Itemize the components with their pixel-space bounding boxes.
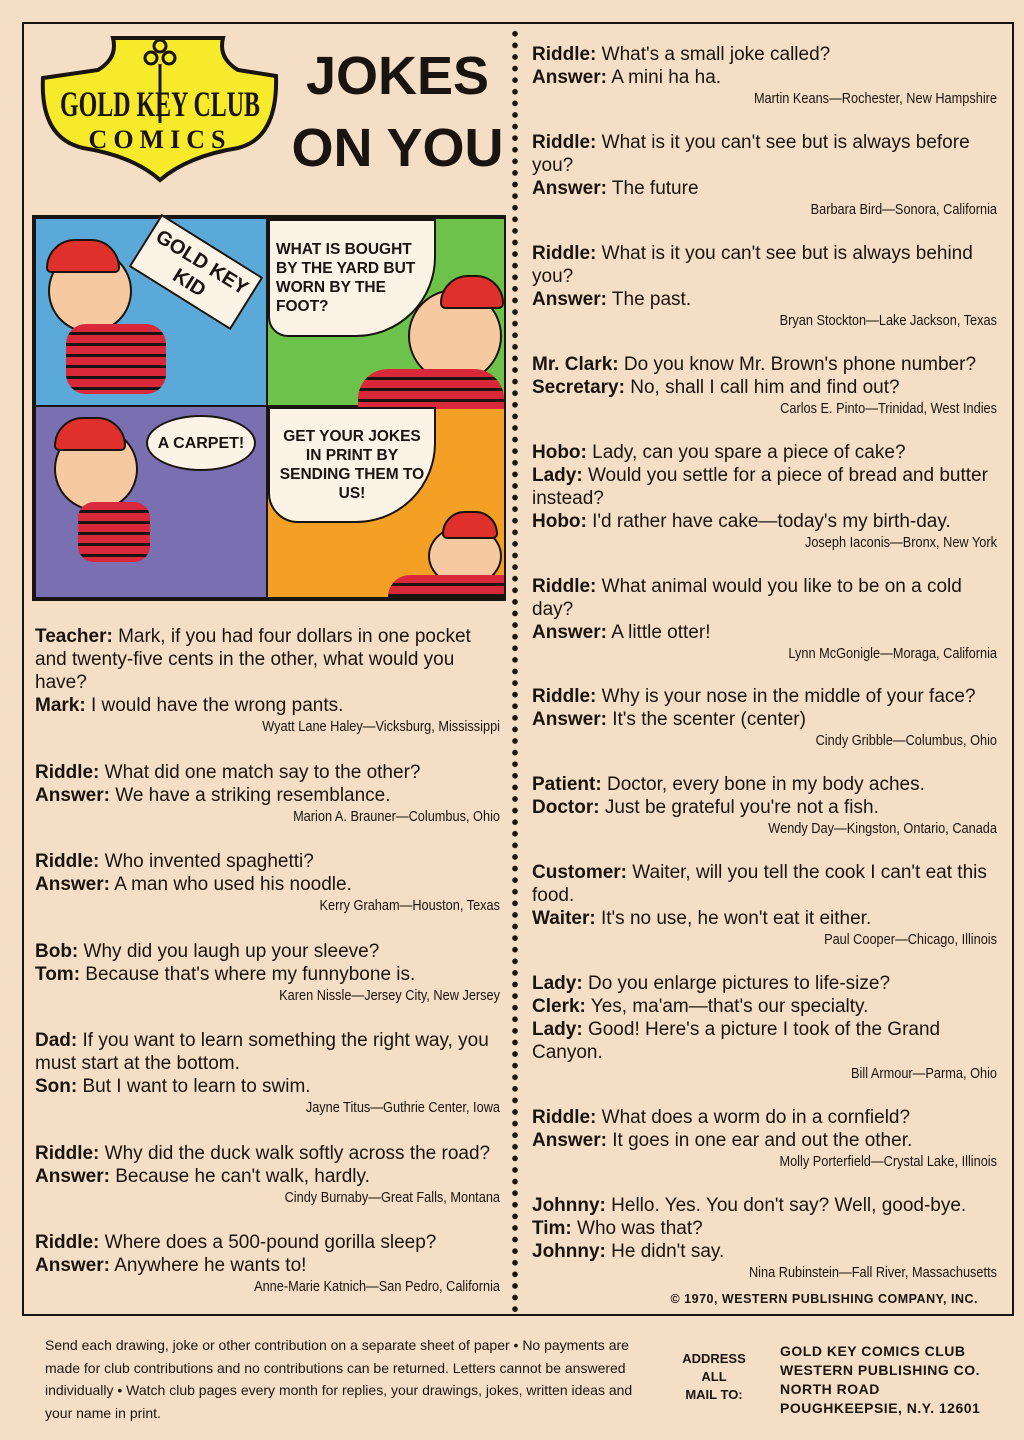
speaker: Riddle: (532, 131, 597, 153)
speaker: Mr. Clark: (532, 353, 619, 375)
joke-text: What is it you can't see but is always before you? (532, 131, 970, 176)
joke-credit: Martin Keans—Rochester, New Hampshire (753, 90, 997, 107)
joke (532, 972, 997, 1084)
joke-line (532, 773, 997, 796)
speaker: Riddle: (532, 686, 597, 708)
joke-credit: Molly Porterfield—Crystal Lake, Illinois (779, 1153, 997, 1171)
joke (532, 861, 997, 950)
joke-text: It's no use, he won't eat it either. (595, 908, 872, 930)
joke-line (532, 441, 997, 464)
joke (532, 1106, 997, 1172)
joke (35, 1231, 500, 1297)
speaker: Hobo: (532, 441, 587, 463)
speaker: Riddle: (532, 44, 597, 65)
joke-text: What is it you can't see but is always behind you? (532, 242, 973, 287)
speaker: Answer: (532, 288, 607, 310)
joke-credit: Nina Rubinstein—Fall River, Massachusetts (748, 1263, 997, 1281)
joke-credit: Carlos E. Pinto—Trinidad, West Indies (780, 399, 997, 417)
joke-credit: Lynn McGonigle—Moraga, California (788, 644, 997, 662)
speaker: Answer: (35, 1255, 110, 1276)
joke-text: A mini ha ha. (606, 67, 722, 88)
joke-credit: Joseph Iaconis—Bronx, New York (804, 533, 997, 551)
joke (35, 625, 500, 737)
joke-text: It goes in one ear and out the other. (606, 1130, 913, 1152)
joke-line (532, 907, 997, 930)
joke (532, 1194, 997, 1283)
speaker: Customer: (532, 862, 628, 884)
panel-2 (268, 219, 504, 405)
joke-credit: Karen Nissle—Jersey City, New Jersey (279, 986, 500, 1004)
joke-text: If you want to learn something the right way, you must start at the bottom. (35, 1030, 489, 1074)
joke-text: What does a worm do in a cornfield? (596, 1107, 911, 1129)
joke-text: Where does a 500-pound gorilla sleep? (99, 1232, 437, 1253)
speaker: Riddle: (35, 1142, 100, 1164)
speaker: Riddle: (35, 1232, 100, 1253)
page-title (285, 40, 510, 184)
joke-text: What's a small joke called? (596, 44, 831, 65)
joke-line (532, 353, 997, 376)
kid-cap (46, 239, 120, 273)
gold-key-club-logo (38, 28, 283, 183)
speaker: Answer: (35, 1165, 110, 1187)
speaker: Doctor: (532, 797, 600, 819)
joke-credit: Marion A. Brauner—Columbus, Ohio (293, 807, 500, 825)
speaker: Teacher: (35, 626, 113, 647)
joke-text: I would have the wrong pants. (85, 695, 344, 716)
joke-line (532, 685, 997, 708)
joke-text: Who was that? (571, 1217, 703, 1239)
speaker: Lady: (532, 973, 583, 995)
joke-line (35, 1029, 500, 1075)
joke (35, 940, 500, 1006)
joke-credit: Wendy Day—Kingston, Ontario, Canada (768, 820, 997, 838)
address-label-line: ADDRESS (682, 1351, 746, 1366)
speaker: Tim: (532, 1217, 572, 1239)
joke-credit: Cindy Gribble—Columbus, Ohio (815, 732, 997, 750)
title-line1: JOKES (305, 46, 490, 106)
panel-3 (36, 407, 266, 597)
joke-credit: Anne-Marie Katnich—San Pedro, California (254, 1278, 500, 1295)
joke-credit: Paul Cooper—Chicago, Illinois (824, 931, 997, 949)
joke-line (532, 66, 997, 89)
speaker: Johnny: (532, 1240, 606, 1262)
address-label-line: MAIL TO: (685, 1387, 743, 1402)
speaker: Son: (35, 1076, 78, 1097)
joke (532, 131, 997, 220)
joke-credit: Cindy Burnaby—Great Falls, Montana (284, 1188, 500, 1206)
joke-line (532, 464, 997, 510)
joke-text: What did one match say to the other? (99, 761, 421, 783)
joke-credit: Bryan Stockton—Lake Jackson, Texas (779, 311, 997, 329)
joke-text: Why did you laugh up your sleeve? (78, 940, 380, 962)
joke-line (532, 621, 997, 644)
copyright: © 1970, WESTERN PUBLISHING COMPANY, INC. (670, 1292, 978, 1306)
joke (35, 1142, 500, 1208)
joke-line (532, 1129, 997, 1152)
gold-key-kid-sign: GOLD KEY KID (129, 214, 264, 330)
speaker: Answer: (532, 709, 607, 731)
joke-text: The future (606, 177, 699, 199)
joke (532, 773, 997, 839)
logo-line2: COMICS (88, 125, 232, 154)
joke-line (532, 575, 997, 621)
address-line: WESTERN PUBLISHING CO. (780, 1362, 981, 1378)
joke-text: A little otter! (606, 621, 711, 643)
joke-line (532, 708, 997, 731)
joke (532, 575, 997, 664)
joke-line (35, 1254, 500, 1277)
joke (532, 441, 997, 553)
joke-text: Hello. Yes. You don't say? Well, good-bye. (605, 1194, 967, 1216)
joke-credit: Barbara Bird—Sonora, California (810, 200, 997, 218)
joke-credit: Bill Armour—Parma, Ohio (851, 1065, 997, 1083)
speaker: Secretary: (532, 376, 625, 398)
joke-line (532, 43, 997, 66)
joke-line (532, 1018, 997, 1064)
joke-text: I'd rather have cake—today's my birth-day. (586, 510, 951, 532)
joke-line (532, 288, 997, 311)
address-label-line: ALL (701, 1369, 727, 1384)
kid-sweater (388, 575, 504, 597)
speaker: Riddle: (532, 575, 597, 597)
kid-sweater (78, 502, 150, 562)
joke-line (532, 861, 997, 907)
joke-line (532, 1106, 997, 1129)
address-line: GOLD KEY COMICS CLUB (780, 1343, 966, 1359)
speaker: Answer: (35, 874, 110, 895)
joke-credit: Jayne Titus—Guthrie Center, Iowa (305, 1099, 500, 1116)
kid-cap (442, 511, 498, 539)
joke-text: Who invented spaghetti? (99, 851, 314, 872)
joke-line (35, 963, 500, 986)
joke-line (35, 873, 500, 896)
speaker: Answer: (532, 177, 607, 199)
speaker: Riddle: (35, 851, 100, 872)
speaker: Johnny: (532, 1194, 606, 1216)
joke-text: What animal would you like to be on a cold day? (532, 575, 962, 620)
joke (35, 761, 500, 827)
joke-text: Because he can't walk, hardly. (109, 1165, 370, 1187)
speaker: Hobo: (532, 510, 587, 532)
joke-line (532, 972, 997, 995)
submission-notice: Send each drawing, joke or other contribution on a separate sheet of paper • No payments are made for club contributions and no contributions can be returned. Letters cannot be answered individually • Watch club pages every month for replies, your drawings, jokes, written ideas and your name in print. (45, 1337, 633, 1421)
joke-text: Do you know Mr. Brown's phone number? (618, 353, 977, 375)
joke-line (35, 784, 500, 807)
joke (532, 685, 997, 751)
joke (532, 353, 997, 419)
joke-line (35, 694, 500, 717)
joke-line (35, 625, 500, 694)
speaker: Patient: (532, 774, 602, 796)
joke-line (35, 1165, 500, 1188)
speaker: Answer: (532, 67, 607, 88)
joke-text: Why is your nose in the middle of your face? (596, 686, 976, 708)
joke-text: No, shall I call him and find out? (624, 376, 900, 398)
joke-text: Mark, if you had four dollars in one pocket and twenty-five cents in the other, what would you have? (35, 626, 471, 693)
speaker: Dad: (35, 1030, 78, 1051)
speaker: Answer: (532, 621, 607, 643)
address-label (676, 1350, 752, 1404)
joke-line (35, 1231, 500, 1254)
joke-line (532, 1217, 997, 1240)
speaker: Answer: (35, 784, 110, 806)
address-line: NORTH ROAD (780, 1381, 880, 1397)
joke (532, 43, 997, 109)
kid-cap (440, 275, 504, 309)
speaker: Tom: (35, 963, 81, 985)
answer-bubble: A CARPET! (146, 415, 256, 471)
joke-line (532, 995, 997, 1018)
joke-line (532, 796, 997, 819)
speaker: Lady: (532, 464, 583, 486)
logo-line1: GOLD KEY CLUB (60, 84, 260, 124)
kid-cap (54, 417, 126, 451)
joke-line (532, 177, 997, 200)
speaker: Waiter: (532, 908, 596, 930)
joke-line (35, 1075, 500, 1098)
question-bubble: WHAT IS BOUGHT BY THE YARD BUT WORN BY THE FOOT? (268, 219, 436, 337)
speaker: Mark: (35, 695, 86, 716)
dotted-divider (512, 28, 518, 1313)
address-line: POUGHKEEPSIE, N.Y. 12601 (780, 1400, 981, 1416)
joke-line (35, 761, 500, 784)
joke-text: It's the scenter (center) (606, 709, 806, 731)
kid-sweater (358, 369, 504, 409)
joke-line (532, 242, 997, 288)
joke-text: The past. (606, 288, 692, 310)
left-jokes-column (35, 625, 500, 1297)
joke-text: Anywhere he wants to! (109, 1255, 307, 1276)
kid-sweater (66, 324, 166, 394)
joke-text: Because that's where my funnybone is. (80, 963, 416, 985)
joke-text: Do you enlarge pictures to life-size? (582, 973, 891, 995)
speaker: Clerk: (532, 996, 586, 1018)
joke (35, 850, 500, 916)
invite-bubble: GET YOUR JOKES IN PRINT BY SENDING THEM TO US! (268, 407, 436, 523)
speaker: Riddle: (532, 1107, 597, 1129)
joke-line (35, 940, 500, 963)
speaker: Answer: (532, 1130, 607, 1152)
joke (35, 1029, 500, 1118)
joke-text: Good! Here's a picture I took of the Grand Canyon. (532, 1019, 941, 1064)
speaker: Lady: (532, 1019, 583, 1041)
joke-text: Yes, ma'am—that's our specialty. (585, 996, 869, 1018)
joke-text: Would you settle for a piece of bread and butter instead? (532, 464, 988, 509)
comic-strip (32, 215, 506, 601)
joke-line (532, 1194, 997, 1217)
joke-text: Waiter, will you tell the cook I can't eat this food. (532, 862, 987, 907)
joke-text: He didn't say. (605, 1240, 725, 1262)
panel-1 (36, 219, 266, 405)
joke-text: Doctor, every bone in my body aches. (601, 774, 925, 796)
joke-text: Just be grateful you're not a fish. (599, 797, 879, 819)
mailing-address (780, 1342, 980, 1418)
joke-text: But I want to learn to swim. (77, 1076, 311, 1097)
joke-text: We have a striking resemblance. (109, 784, 391, 806)
speaker: Riddle: (532, 242, 597, 264)
speaker: Riddle: (35, 761, 100, 783)
joke-text: Lady, can you spare a piece of cake? (586, 441, 906, 463)
joke-line (532, 1240, 997, 1263)
joke-text: A man who used his noodle. (109, 874, 352, 895)
speaker: Bob: (35, 940, 79, 962)
joke-text: Why did the duck walk softly across the road? (99, 1142, 491, 1164)
joke-credit: Kerry Graham—Houston, Texas (319, 897, 500, 914)
title-line2: ON YOU (291, 118, 504, 178)
panel-4 (268, 407, 504, 597)
joke-line (532, 510, 997, 533)
joke (532, 242, 997, 331)
joke-line (532, 131, 997, 177)
joke-credit: Wyatt Lane Haley—Vicksburg, Mississippi (262, 718, 500, 735)
joke-line (35, 850, 500, 873)
right-jokes-column (532, 43, 997, 1283)
joke-line (532, 376, 997, 399)
joke-line (35, 1142, 500, 1165)
